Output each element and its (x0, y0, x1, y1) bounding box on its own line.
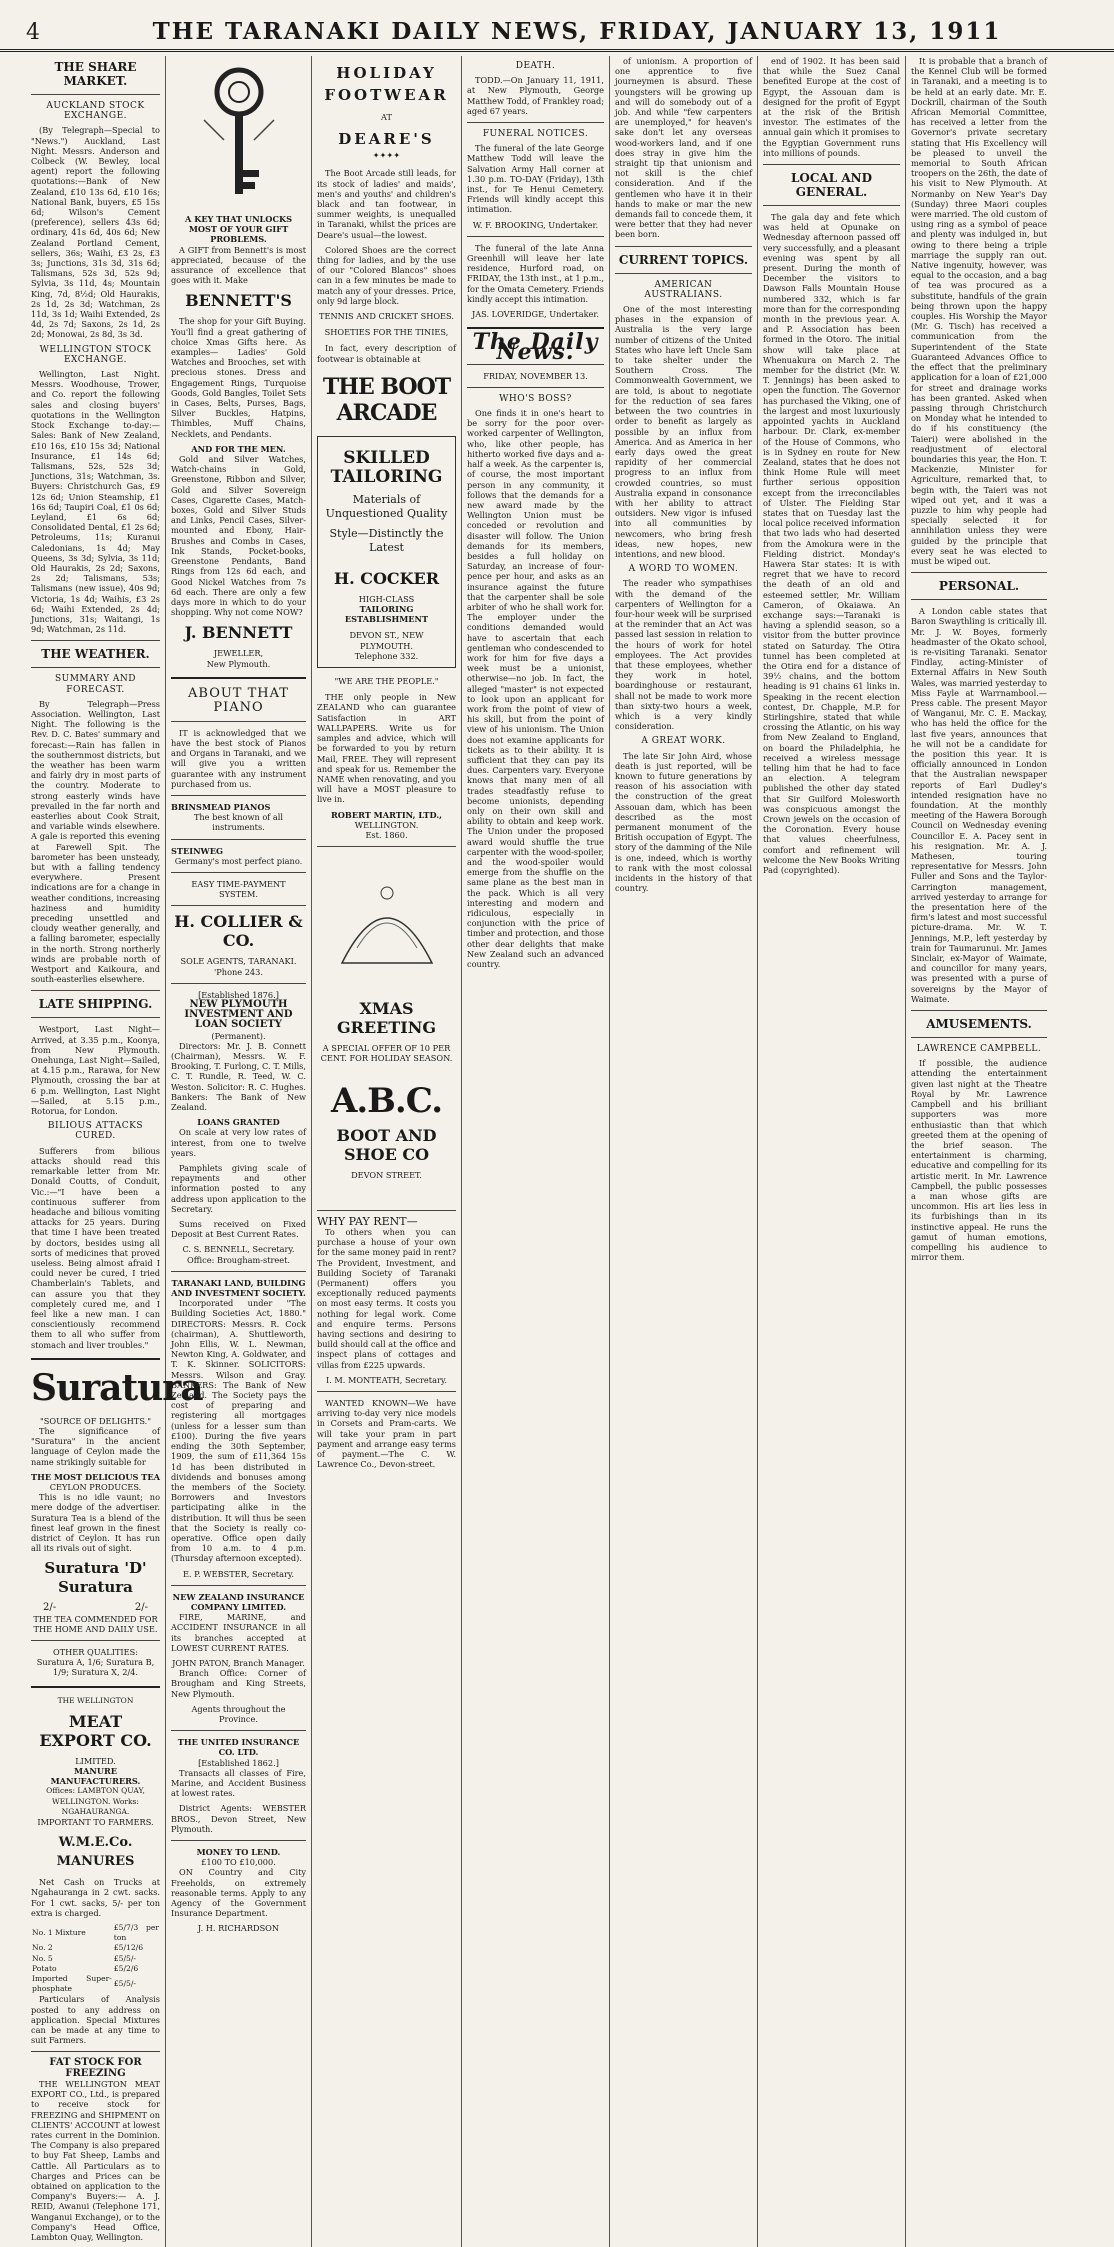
price-row (31, 1954, 160, 1964)
steinweg-text: Germany's most perfect piano. (174, 855, 303, 866)
loveridge-sign: JAS. LOVERIDGE, Undertaker. (471, 309, 600, 320)
current-topics-heading: CURRENT TOPICS. (618, 252, 749, 267)
bilious-heading: BILIOUS ATTACKS CURED. (47, 1121, 144, 1142)
piano-heading: ABOUT THAT PIANO (188, 685, 289, 715)
tea-commended: THE TEA COMMENDED FOR THE HOME AND DAILY USE. (33, 1613, 158, 1634)
amusements-text: If possible, the audience attending the entertainment given last night at the Theatre Royal by Mr. Lawrence Campbell and his brilliant supporters was more enthusiastic than that which greeted them at the opening of the brief season. The entertainment is charming, educative and compelling for its artistic merit. In Mr. Lawrence Campbell, the public possesses a man whose gifts are uncommon. His art lies less in its furbishings than in its instinctive appeal. He runs the gamut of human emotions, compelling his audience to mirror them. (911, 1058, 1047, 1263)
deares-heading: DEARE'S (338, 130, 435, 149)
tennis-text: TENNIS AND CRICKET SHOES. (319, 311, 454, 322)
price-right: 2/- (134, 1602, 148, 1614)
women-heading: A WORD TO WOMEN. (628, 564, 739, 575)
money-heading: MONEY TO LEND. (196, 1847, 281, 1857)
office-text: Office: Brougham-street. (187, 1254, 290, 1265)
price-item: No. 1 Mixture (32, 1928, 86, 1938)
price-item: Potato (32, 1963, 57, 1973)
kennel-text: It is probable that a branch of the Kennel Club will be formed in Taranaki, and a meeting is to be held at an early date. Mr. E. Dockrill, chairman of the South African Memorial Committee, has received a letter from the Governor's private secretary stating that His Excellency will be pleased to unveil the memorial to South African troopers on the 26th, the date of his visit to New Plymouth. At Normanby on New Year's Day (Sunday) three Maori couples were married. The old custom of using ring as a symbol of peace and plenty was indulged in, but owing to there being a triple marriage the supply ran out. Native ingenuity, however, was equal to the occasion, and a bag of tea was procured as a substitute, handfuls of the grain being thrown upon the happy couples. His Worship the Mayor (Mr. G. Tisch) has received a communication from the Superintendent of the State Guaranteed Advances Office to the effect that the preliminary application for a loan of £21,000 for street and drainage works has been granted. Asked when passing through Christchurch on Monday what he intended to do if his constituency (the Taieri) were abolished in the readjustment of electoral boundaries this year, the Hon. T. Mackenzie, Minister for Agriculture, remarked that, to begin with, the Taieri was not wiped out yet, and it was a puzzle to him why people had specially selected it for annihilation unless they were guided by the principle that every seat he was elected to must be wiped out. (911, 56, 1047, 566)
we-are-people: "WE ARE THE PEOPLE." (334, 676, 439, 687)
egypt-text: end of 1902. It has been said that while the Suez Canal benefited Europe at the cost of Egypt, the Assouan dam is designed for the profit of Egypt at the risk of the British investor. The estimates of the annual gain which it promises to the Egyptian Government runs into millions of pounds. (763, 56, 900, 158)
established-1862: [Established 1862.] (198, 1757, 279, 1768)
why-pay-rent: WHY PAY RENT— (317, 1214, 418, 1228)
price-row (31, 1943, 160, 1953)
united-text: Transacts all classes of Fire, Marine, and Accident Business at lowest rates. (171, 1767, 306, 1799)
suratura-text-2: This is no idle vaunt; no mere dodge of the advertiser. Suratura Tea is a blend of the finest leaf grown in the finest district of Ceylon. It has run all its rivals out of sight. (31, 1492, 160, 1554)
key-illustration (171, 60, 306, 210)
great-work-heading: A GREAT WORK. (641, 736, 726, 747)
easy-time: EASY TIME-PAYMENT SYSTEM. (191, 878, 286, 900)
death-heading: DEATH. (515, 61, 556, 71)
people-text: THE only people in New ZEALAND who can guarantee Satisfaction in ART WALLPAPERS. Write us for samples and advice, which will be forwarded to you by return Mail, FREE. They will represent and speak for us. Remember the NAME when renovating, and you will have a MOST pleasure to live in. (317, 692, 456, 805)
column-5 (610, 56, 758, 2247)
share-market-heading: THE SHARE MARKET. (54, 60, 137, 88)
meat-export-heading: MEAT EXPORT CO. (39, 1711, 152, 1750)
established-1876: [Established 1876.] (198, 989, 279, 1000)
est-1860: Est. 1860. (365, 829, 408, 840)
np-investment-heading: NEW PLYMOUTH INVESTMENT AND LOAN SOCIETY (184, 998, 293, 1031)
boot-arcade-heading: THE BOOT ARCADE (322, 373, 451, 426)
richardson-sign: J. H. RICHARDSON (197, 1923, 280, 1934)
whos-boss-text: One finds it in one's heart to be sorry for the poor over-worked carpenter of Wellington, who, like other people, has hitherto worked five days and a-half a week. As the carpenter is, of course, the most important person in any community, it follows that the demands for a new award made by the Wellington Union must be conceded or revolution and disaster will follow. The Union demands for its members, besides a full holiday on Saturday, an increase of four-pence per hour, and asks as an insurance against the future that the carpenter shall be sole arbiter of who he shall work for. The employer under the conditions demanded would have to ascertain that each gentleman who condescended to work for him for five days a week must be a unionist, otherwise—no job. In fact, the alleged "master" is not expected to look upon an applicant for work from the point of view of his skill, but from the point of view of his unionism. The Union does not examine applicants for tickets as to their ability. It is sufficient that they can pay its dues. Carpenters vary. Everyone knows that many men of all trades steadfastly refuse to become unionists, depending only on their own skill and ability to obtain and keep work. The Union under the proposed award would shuffle the true carpenter with the wood-spoiler, and the wood-spoiler would emerge from the shuffle on the same plane as the best man in the pack. Which is all very interesting and modern and ridiculous, especially in conjunction with the price of timber and protection, and those other dear delights that make New Zealand such an advanced country. (467, 408, 604, 970)
robert-martin: ROBERT MARTIN, LTD., (330, 809, 443, 820)
nz-insurance-heading: NEW ZEALAND INSURANCE COMPANY LIMITED. (172, 1591, 305, 1612)
money-amount: £100 TO £10,000. (201, 1857, 276, 1868)
funeral-heading: FUNERAL NOTICES. (482, 129, 589, 140)
other-qualities: OTHER QUALITIES: (52, 1647, 139, 1657)
shipping-text: Westport, Last Night—Arrived, at 3.35 p.m., Koonya, from New Plymouth. Onehunga, Last Night—Sailed, at 4.15 p.m., Rarawa, for New Plymouth, crossing the bar at 6 p.m. Wellington, Last Night—Sailed, at 5.15 p.m., Rotorua, for London. (31, 1024, 160, 1117)
fire-text: FIRE, MARINE, and ACCIDENT INSURANCE in all its branches accepted at LOWEST CURRENT RATES. (171, 1612, 306, 1653)
american-heading: AMERICAN AUSTRALIANS. (644, 279, 723, 300)
manure-heading: MANURE MANUFACTURERS. (50, 1766, 141, 1787)
tailoring-est: TAILORING ESTABLISHMENT (344, 604, 429, 625)
suratura-tagline: "SOURCE OF DELIGHTS." (39, 1415, 152, 1426)
at-text: AT (381, 112, 392, 122)
amusements-heading: AMUSEMENTS. (926, 1017, 1032, 1032)
wellington-text: Wellington, Last Night. Messrs. Woodhouse, Trower, and Co. report the following sales and closing buyers' quotations in the Wellington Stock Exchange to-day:—Sales: Bank of New Zealand, £10 16s, £10 15s 3d; National Insurance, £1 14s 6d; Talismans, 52s, 52s 3d; Junctions, 31s; Watchman, 3s. Buyers: Christchurch Gas, £9 12s 6d; Union Steamship, £1 16s 6d; Taupiri Coal, £1 0s 6d; Leyland, £1 6s 6d; Consolidated Dental, £1 2s 6d; Petroleums, 11s; Kuranui Caledonians, 1s 4d; May Queens, 3s 3d; Sylvia, 3s 11d; Old Haurakis, 2s 2d; Saxons, 2s 2d; Talismans, 53s; Talismans (new issue), 40s 9d; Victoria, 1s 4d; Waihis, £3 2s 6d; Waihi Extended, 2s 4d; Junctions, 31s; Waitangi, 1s 9d; Watchman, 2s 11d. (31, 369, 160, 635)
telephone-text: Telephone 332. (354, 650, 419, 661)
meat-export-small: THE WELLINGTON (57, 1695, 134, 1705)
sums-text: Sums received on Fixed Deposit at Best Current Rates. (171, 1219, 306, 1240)
price-left: 2/- (43, 1602, 57, 1614)
wellington-heading: WELLINGTON STOCK EXCHANGE. (39, 344, 152, 365)
whos-boss-heading: WHO'S BOSS? (499, 393, 572, 404)
brinsmead-text: The best known of all instruments. (193, 812, 284, 833)
the-most-text: THE MOST DELICIOUS TEA (31, 1471, 160, 1482)
men-text: Gold and Silver Watches, Watch-chains in Gold, Greenstone, Ribbon and Silver, Gold and Silver Sovereign Cases, Cigarette Cases, Match-boxes, Gold and Silver Studs and Links, Pencil Cases, Silver-mounted and Ebony, Hair-Brushes and Combs in Cases, Ink Stands, Pocket-books, Greenstone Pendants, Band Rings from 12s 6d each, and Good Nickel Watches from 7s 6d each. There are only a few days more in which to do your shopping. Why not come NOW? (171, 454, 306, 618)
steinweg-heading: STEINWEG (171, 845, 223, 856)
page-columns (26, 56, 1096, 2242)
price-item: No. 2 (32, 1943, 53, 1953)
suratura-logo: Suratura (31, 1366, 203, 1409)
wanted-text: WANTED KNOWN—We have arriving to-day very nice models in Corsets and Pram-carts. We will take your pram in part payment and arrange easy terms of payment.—The C. W. Lawrence Co., Devon-street. (317, 1397, 456, 1470)
manure-price-table (31, 1923, 160, 1994)
wmeco-heading: W.M.E.Co. MANURES (56, 1835, 135, 1870)
unionism-text: of unionism. A proportion of one apprentice to five journeymen is absurd. These youngsters will be growing up and will do somebody out of a job. And while "few carpenters are unemployed," for heaven's sake don't let any overseas wood-workers land, and if one does stray in give him the straight tip that unionism and not skill is the chief consideration. And if the gentlemen who have it in their hands to make or mar the new demands fail to concede them, it were better that they had never been born. (615, 56, 752, 240)
branch-office: Branch Office: Corner of Brougham and King Streets, New Plymouth. (171, 1668, 306, 1699)
price-row (31, 1923, 160, 1943)
price-item: Imported Super-phosphate (32, 1974, 112, 1994)
key-text: A GIFT from Bennett's is most appreciated, because of the assurance of excellence that goes with it. Make (171, 244, 306, 286)
high-class-text: HIGH-CLASS (358, 593, 415, 604)
j-bennett: J. BENNETT (184, 623, 293, 643)
loans-text: On scale at very low rates of interest, from one to twelve years. (171, 1127, 306, 1158)
devon-text: DEVON ST., NEW PLYMOUTH. (349, 630, 424, 651)
sole-agents: SOLE AGENTS, TARANAKI. 'Phone 243. (180, 956, 297, 977)
price-value: £5/12/6 (113, 1943, 144, 1953)
wmeco-text: Net Cash on Trucks at Ngahauranga in 2 cwt. sacks. For 1 cwt. sacks, 5/- per ton extra is charged. (31, 1877, 160, 1918)
column-3 (312, 56, 462, 2247)
price-row (31, 1974, 160, 1994)
ceylon-text: CEYLON PRODUCES. (49, 1481, 142, 1492)
stars-divider: ✦✦✦✦ (372, 150, 401, 161)
united-heading: THE UNITED INSURANCE CO. LTD. (177, 1737, 300, 1758)
paton-sign: JOHN PATON, Branch Manager. (172, 1657, 305, 1668)
personal-heading: PERSONAL. (938, 579, 1020, 594)
price-item: No. 5 (32, 1953, 53, 1963)
auckland-heading: AUCKLAND STOCK EXCHANGE. (46, 101, 145, 122)
fat-stock-text: THE WELLINGTON MEAT EXPORT CO., Ltd., is prepared to receive stock for FREEZING and SHIPMENT on CLIENTS' ACCOUNT at lowest rates current in the Dominion. The Company is also prepared to buy Fat Sheep, Lambs and Cattle. All Particulars as to Charges and Prices can be obtained on application to the Company's Buyers:— A. J. REID, Awanui (Telephone 171, Wanganui Exchange), or to the Company's Head Office, Lambton Quay, Wellington. (31, 2078, 160, 2242)
land-building-heading: TARANAKI LAND, BUILDING AND INVESTMENT SOCIETY. (171, 1277, 306, 1299)
shipping-heading: LATE SHIPPING. (38, 997, 153, 1012)
women-text: The reader who sympathises with the demand of the carpenters of Wellington for a four-hour week will be surprised at the reminder that an Act was passed last session in relation to the hours of work for hotel employees. The Act provides that these employees, whether they work in hotel, boardinghouse or restaurant, shall not be made to work more than sixty-two hours a week, which is a very kindly consideration. (615, 578, 752, 732)
price-value: £5/7/3 per ton (113, 1923, 159, 1943)
holiday-heading: HOLIDAY (336, 64, 437, 82)
page-number: 4 (26, 20, 40, 45)
footwear-heading: FOOTWEAR (324, 86, 449, 104)
key-caption: A KEY THAT UNLOCKS MOST OF YOUR GIFT PROBLEMS. (185, 214, 292, 245)
bennett-location: New Plymouth. (206, 658, 271, 669)
suratura-text: The significance of "Suratura" in the ancient language of Ceylon made the name strikingly suitable for (31, 1425, 160, 1467)
abc-full: BOOT AND SHOE CO (336, 1125, 437, 1164)
great-work-text: The late Sir John Aird, whose death is just reported, will be known to future generations by reason of his association with the construction of the great Assouan dam, which has been described as the most permanent monument of the British occupation of Egypt. The story of the damming of the Nile is one, indeed, which is worthy to rank with the most colossal incidents in the history of that country. (615, 750, 752, 894)
abc-logo: A.B.C. (330, 1080, 443, 1121)
money-text: ON Country and City Freeholds, on extremely reasonable terms. Apply to any Agency of the Government Insurance Department. (171, 1867, 306, 1919)
column-7 (906, 56, 1052, 2247)
cocker-heading: H. COCKER (333, 568, 440, 588)
important-text: IMPORTANT TO FARMERS. (37, 1817, 154, 1828)
editorial-date: FRIDAY, NOVEMBER 13. (483, 370, 588, 381)
collier-heading: H. COLLIER & CO. (174, 912, 303, 951)
bennell-sign: C. S. BENNELL, Secretary. (182, 1244, 295, 1255)
lawrence-heading: LAWRENCE CAMPBELL. (916, 1044, 1042, 1055)
xmas-greeting: XMAS GREETING (336, 999, 437, 1038)
xmas-illustration (317, 853, 456, 993)
qualities-text: Suratura A, 1/6; Suratura B, 1/9; Suratura X, 2/4. (36, 1657, 155, 1678)
summary-text: By Telegraph—Press Association. Wellington, Last Night. The following is the Rev. D. C. Bates' summary and forecast:—Rain has fallen in the southernmost districts, but the weather has been warm and fairly dry in most parts of the country. Moderate to strong easterly winds have prevailed in the far north and easterlies about Cook Strait, and variable winds elsewhere. A gale is reported this evening at Farewell Spit. The barometer has been unsteady, but with a falling tendency everywhere. Present indications are for a change in weather conditions, increasing haziness and humidity preceding unsettled and cloudy weather generally, and a falling barometer, especially in the north. Strong northerly winds are probable north of Westport and Kaikoura, and south-easterlies elsewhere. (31, 698, 160, 985)
piano-text: IT is acknowledged that we have the best stock of Pianos and Organs in Taranaki, and we will give you a written guarantee with any instrument purchased from us. (171, 727, 306, 789)
price-row (31, 1964, 160, 1974)
xmas-text: A SPECIAL OFFER OF 10 PER CENT. FOR HOLIDAY SEASON. (320, 1043, 453, 1064)
masthead (0, 18, 1114, 52)
rent-text: To others when you can purchase a house of your own for the same money paid in rent? The Provident, Investment, and Building Society of Taranaki (Permanent) offers you exceptionally reduced payments on most easy terms. It costs you nothing for legal work. Come and enquire terms. Persons having sections and desiring to build should call at the office and inspect plans of cottages and villas from £225 upwards. (317, 1226, 456, 1370)
land-building-text: Incorporated under "The Building Societies Act, 1880." DIRECTORS: Messrs. R. Cock (chairman), A. Shuttleworth, John Ellis, W. L. Newman, Newton King, A. Goldwater, and T. K. Skinner. SOLICITORS: Messrs. Wilson and Gray. BANKERS: The Bank of New Zealand. The Society pays the cost of preparing and registering all mortgages (unless for a lesser sum than £100). During the five years ending the 30th September, 1909, the sum of £11,364 15s 1d has been distributed in dividends and bonuses among the members of the Society. Borrowers and Investors participating alike in the distribution. It will thus be seen that the Society is really co-operative. Office open daily from 10 a.m. to 4 p.m. (Thursday afternoon excepted). (171, 1298, 306, 1564)
death-text: TODD.—On January 11, 1911, at New Plymouth, George Matthew Todd, of Frankley road; aged 67 years. (467, 75, 604, 116)
local-general-heading: LOCAL AND GENERAL. (790, 171, 873, 200)
deares-text: The Boot Arcade still leads, for its stock of ladies' and maids', men's and youths' and children's black and tan footwear, in summer weights, is unequalled in Taranaki, whilst the prices are Deare's usual—the lowest. (317, 168, 456, 240)
for-men-heading: AND FOR THE MEN. (191, 443, 286, 454)
funeral-text-1: The funeral of the late George Matthew Todd will leave the Salvation Army Hall corner at 1.30 p.m. TO-DAY (Friday), 13th inst., for Te Henui Cemetery. Friends will kindly accept this intimation. (467, 143, 604, 215)
fact-text: In fact, every description of footwear is obtainable at (317, 343, 456, 364)
suratura-d-logo: Suratura 'D' Suratura (44, 1559, 147, 1597)
price-value: £5/5/- (113, 1953, 136, 1963)
weather-heading: THE WEATHER. (41, 647, 150, 662)
brooking-sign: W. F. BROOKING, Undertaker. (472, 219, 599, 230)
american-text: One of the most interesting phases in the expansion of Australia is the very large number of citizens of the United States who have left Uncle Sam to take shelter under the Southern Cross. The Commonwealth Government, we are told, is about to negotiate for the reduction of sea fares between the two countries in order to benefit as largely as possible by an influx from America. And as America in her early days owed the great rapidity of her commercial progress to an influx from crowded countries, so must Australia expand in consonance with her ability to attract outsiders. New vigor is infused into all communities by newcomers, who bring fresh ideas, new hopes, new intentions, and new blood. (615, 304, 752, 559)
materials-text: Materials of Unquestioned Quality (325, 492, 448, 520)
style-text: Style—Distinctly the Latest (329, 526, 444, 554)
permanent-text: (Permanent). (211, 1030, 266, 1041)
devon-street: DEVON STREET. (351, 1169, 422, 1180)
tailoring-box (317, 436, 456, 668)
offices-text: Offices: LAMBTON QUAY, WELLINGTON. Works: NGAHAURANGA. (46, 1786, 145, 1816)
colored-shoes-text: Colored Shoes are the correct thing for ladies, and by the use of our "Colored Blancos" shoes can in a few minutes be made to match any of your dresses. Price, only 9d large block. (317, 244, 456, 306)
skilled-tailoring: SKILLED TAILORING (330, 447, 443, 487)
price-value: £5/5/- (113, 1979, 136, 1989)
pamphlets-text: Pamphlets giving scale of repayments and other information posted to any address upon application to the Secretary. (171, 1163, 306, 1214)
agents-text: Agents throughout the Province. (191, 1703, 286, 1724)
brinsmead-heading: BRINSMEAD PIANOS (171, 801, 271, 812)
particulars-text: Particulars of Analysis posted to any address on application. Special Mixtures can be made at any time to suit Farmers. (31, 1994, 160, 2046)
loans-heading: LOANS GRANTED (197, 1117, 280, 1128)
column-4 (462, 56, 610, 2247)
price-value: £5/2/6 (113, 1963, 139, 1973)
limited-text: LIMITED. (75, 1755, 116, 1766)
martin-location: WELLINGTON. (354, 819, 419, 830)
webster-sign: E. P. WEBSTER, Secretary. (182, 1568, 295, 1579)
auckland-text: (By Telegraph—Special to "News.") Auckland, Last Night. Messrs. Anderson and Colbeck (W. Bewley, local agent) report the following quotations:—Bank of New Zealand, £10 13s 6d, £10 16s; National Bank, buyers, £5 15s 6d; Wilson's Cement (preference), sellers 43s 6d; ordinary, 41s 6d, 40s 6d; New Zealand Portland Cement, sellers, 36s; Waihi, £3 2s, £3 3s; Junctions, 31s 3d, 31s 6d; Talismans, 52s 3d, 52s 9d; Sylvia, 3s 11d, 4s; Mountain King, 7d, 8½d; Old Haurakis, 2s 1d, 2s 3d; Watchman, 2s 11d, 3s 1d; Waihi Extended, 2s 4d, 2s 7d; Saxons, 2s 1d, 2s 2d; Monowai, 2s 8d, 3s 3d. (31, 125, 160, 340)
daily-news-logo: The Daily News. (472, 329, 599, 366)
directors-text: Directors: Mr. J. B. Connett (Chairman), Messrs. W. F. Brooking, T. Furlong, C. T. Mills, C. T. Rundle, R. Teed, W. C. Weston. Solicitor: R. C. Hughes. Bankers: The Bank of New Zealand. (171, 1040, 306, 1112)
summary-heading: SUMMARY AND FORECAST. (54, 674, 137, 695)
bilious-text: Sufferers from bilious attacks should read this remarkable letter from Mr. Donald Coutts, of Conduit, Vic.:—"I have been a continuous sufferer from headache and bilious vomiting attacks for 25 years. During that time I have been treated by doctors, besides using all sorts of medicines that proved useless. Being almost afraid I could never be cured, I tried Chamberlain's Tablets, and can assure you that they completely cured me, and I feel like a new man. I can conscientiously recommend them to all who suffer from stomach and liver troubles." (31, 1145, 160, 1350)
fat-stock-heading: FAT STOCK FOR FREEZING (49, 2057, 142, 2079)
shoeties-text: SHOETIES FOR THE TINIES, (324, 327, 449, 338)
funeral-text-2: The funeral of the late Anna Greenhill will leave her late residence, Hurford road, on FRIDAY, the 13th inst., at 1 p.m., for the Omata Cemetery. Friends kindly accept this intimation. (467, 242, 604, 304)
district-agents: District Agents: WEBSTER BROS., Devon Street, New Plymouth. (171, 1803, 306, 1834)
local-general-text: The gala day and fete which was held at Opunake on Wednesday afternoon passed off very successfully, and a pleasant evening was spent by all present. During the month of December the visitors to Dawson Falls Mountain House numbered 332, which is far more than for the corresponding month in the previous year. A. and P. Association has been formed in the Otoro. The initial show will take place at Whenuakura on March 2. The member for the district (Mr. W. T. Jennings) has been asked to open the function. The Governor has purchased the Viking, one of the largest and most luxuriously appointed yachts in Auckland harbour. Dr. Clark, ex-member of the House of Commons, who is in Sydney en route for New Zealand, states that he does not think Home Rule will meet further serious opposition except from the irreconcilables of Ulster. The Fielding Star states that on Tuesday last the local police received information that two lads who had deserted from the Amokura were in the Fielding district. Monday's Hawera Star states: It is with regret that we have to record the death of an old and esteemed settler, Mr. William Cameron, of Okaiawa. An exchange says:—Taranaki is having a splendid season, so a visitor from the butter province stated on Saturday. The Otira tunnel has been completed at the Otira end for a distance of 39½ chains, and the bottom heading is 91 chains 61 links in. Speaking in the recent election contest, Dr. Chapple, M.P. for Stirlingshire, stated that while crossing the Atlantic, on his way from New Zealand to England, on board the Philadelphia, he received a wireless message telling him that he had to face an election. A telegram published the other day stated that Sir Guilford Molesworth was conspicuous amongst the Crown jewels on the occasion of the Coronation. Every house that values cheerfulness, comfort and refinement will welcome the New Books Writing Pad (copyrighted). (763, 212, 900, 876)
personal-text: A London cable states that Baron Swaythling is critically ill. Mr. J. W. Boyes, formerly headmaster of the Okato school, is re-visiting Taranaki. Senator Findlay, acting-Minister of External Affairs in New South Wales, was married yesterday to Miss Fayle at Warrnambool.—Press cable. The present Mayor of Wanganui, Mr. C. E. Mackay, who has held the office for the last five years, announces that he will not be a candidate for the position this year. It is officially announced in London that the Australian newspaper reports of Earl Dudley's intended resignation have no foundation. At the monthly meeting of the Hawera Borough Council on Wednesday evening Councillor E. A. Pacey sent in his resignation. Mr. A. J. Mathesen, touring representative for Messrs. John Fuller and Sons and the Taylor-Carrington management, arrived yesterday to arrange for the presentation here of the firm's latest and most successful picture-drama. Mr. W. T. Jennings, M.P., left yesterday by train for Taumarunui. Mr. James Sinclair, ex-Mayor of Waimate, and councillor for many years, was presented with a purse of sovereigns by the Mayor of Waimate. (911, 606, 1047, 1004)
column-2 (166, 56, 312, 2247)
newspaper-title: THE TARANAKI DAILY NEWS, FRIDAY, JANUARY 13, 1911 (152, 18, 1002, 45)
bennetts-text: The shop for your Gift Buying. You'll find a great gathering of choice Xmas Gifts here. As examples— Ladies' Gold Watches and Brooches, set with precious stones. Dress and Engagement Rings, Turquoise Goods, Gold Bangles, Toilet Sets in Cases, Belts, Purses, Bags, Silver Buckles, Hatpins, Thimbles, Muff Chains, Necklets, and Pendants. (171, 316, 306, 439)
monteath-sign: I. M. MONTEATH, Secretary. (325, 1374, 448, 1385)
bennetts-heading: BENNETT'S (185, 291, 292, 311)
jeweller: JEWELLER, (213, 648, 264, 659)
column-6 (758, 56, 906, 2247)
